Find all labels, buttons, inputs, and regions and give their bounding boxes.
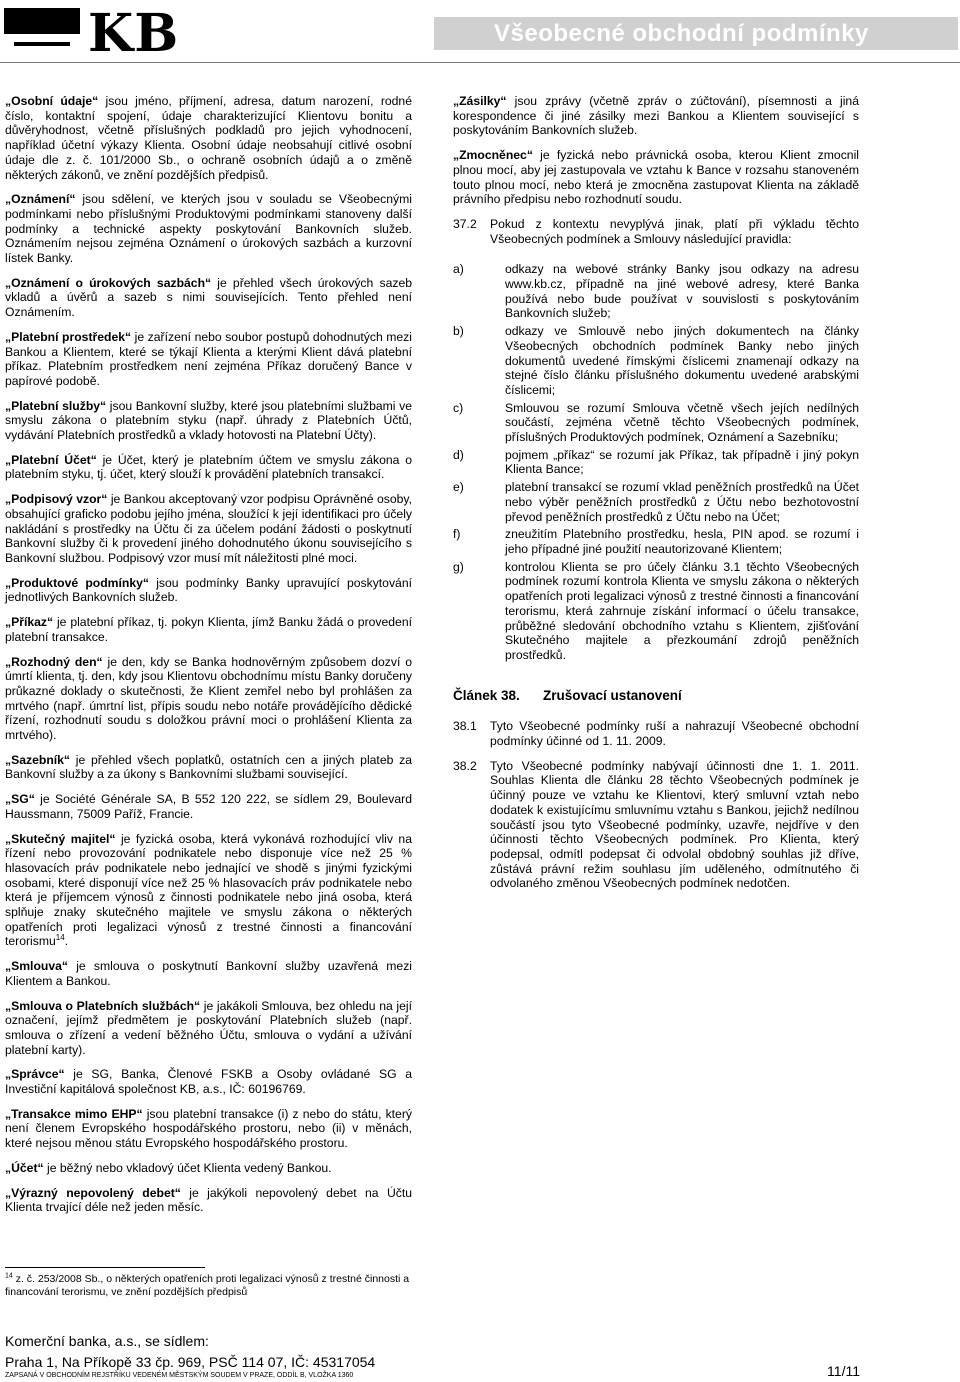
paragraph-number: 37.2 <box>453 216 477 231</box>
footnote-ref: 14 <box>55 933 65 943</box>
list-item: a) odkazy na webové stránky Banky jsou odkazy na adresu www.kb.cz, případně na jiné webové adresy, které Banka používá nebo bude používat v souvislosti s poskytováním Bankovních služeb; <box>453 262 859 321</box>
definition-spravce: „Správce“ je SG, Banka, Členové FSKB a Osoby ovládané SG a Investiční kapitálová společnost KB, a.s., IČ: 60196769. <box>5 1067 412 1097</box>
list-item: d) pojmem „příkaz“ se rozumí jak Příkaz, tak případně i jiný pokyn Klienta Bance; <box>453 447 859 477</box>
definition-zmocnenec: „Zmocněnec“ je fyzická nebo právnická osoba, kterou Klient zmocnil plnou mocí, aby jej zastupovala ve vztahu k Bance v rozsahu stanoveném touto plnou mocí, nebo která je zmocněna zastupovat Klienta na základě právního předpisu nebo rozhodnutí soudu. <box>453 148 859 207</box>
page-number: 11/11 <box>827 1363 860 1379</box>
list-item: c) Smlouvou se rozumí Smlouva včetně všech jejích nedílných součástí, zejména včetně těchto Všeobecných podmínek, příslušných Produktových podmínek, Oznámení a Sazebníku; <box>453 400 859 445</box>
paragraph-text: Pokud z kontextu nevyplývá jinak, platí při výkladu těchto Všeobecných podmínek a Smlouvy následující pravidla: <box>490 216 859 246</box>
document-title-banner <box>434 17 958 50</box>
definition-platebni-sluzby: „Platební služby“ jsou Bankovní služby, které jsou platebními službami ve smyslu zákona o platebním styku (např. úhrady z Platebních Účtů, vydávání Platebních prostředků a vklady hotovosti na Platební Účty). <box>5 398 413 443</box>
left-column <box>5 94 412 1225</box>
definition-zasilky: „Zásilky“ jsou zprávy (včetně zpráv o zúčtování), písemnosti a jiná korespondence či jiné zásilky mezi Bankou a Klientem související s poskytováním Bankovních služeb. <box>453 94 859 138</box>
definition-smlouva-ps: „Smlouva o Platebních službách“ je jakákoli Smlouva, bez ohledu na její označení, jejímž předmětem je poskytování Platebních služeb (např. smlouva o zřízení a vedení běžného Účtu, smlouva o vydání a užívání platební karty). <box>5 998 412 1057</box>
definition-osobni-udaje: „Osobní údaje“ jsou jméno, příjmení, adresa, datum narození, rodné číslo, kontaktní spojení, údaje charakterizující Klientovu bonitu a důvěryhodnost, včetně příslušných podkladů pro jejich vyhodnocení, například účetní výkazy Klienta. Osobní údaje neobsahují citlivé osobní údaje dle z. č. 101/2000 Sb., o ochraně osobních údajů a o změně některých zákonů, ve znění pozdějších předpisů. <box>5 94 412 182</box>
definition-vyrazny-debet: „Výrazný nepovolený debet“ je jakýkoli nepovolený debet na Účtu Klienta trvající déle než jeden měsíc. <box>5 1185 413 1215</box>
definition-sg: „SG“ je Société Générale SA, B 552 120 222, se sídlem 29, Boulevard Haussmann, 75009 Paříž, Francie. <box>5 792 412 821</box>
right-column <box>453 94 859 901</box>
definition-platebni-ucet: „Platební Účet“ je Účet, který je platebním účtem ve smyslu zákona o platebním styku, tj. účet, který slouží k provádění platebních transakcí. <box>5 452 412 482</box>
footer-registry: ZAPSANÁ V OBCHODNÍM REJSTŘÍKU VEDENÉM MĚSTSKÝM SOUDEM V PRAZE, ODDÍL B, VLOŽKA 1360 <box>5 1372 354 1379</box>
paragraph-38-1: 38.1 Tyto Všeobecné podmínky ruší a nahrazují Všeobecné obchodní podmínky účinné od 1. 11. 2009. <box>453 719 859 749</box>
definition-oznameni-sazby: „Oznámení o úrokových sazbách“ je přehled všech úrokových sazeb vkladů a úvěrů a sazeb s nimi souvisejících. Tento přehled není Oznámením. <box>5 275 412 320</box>
page-footer <box>5 1332 860 1380</box>
paragraph-38-2: 38.2 Tyto Všeobecné podmínky nabývají účinnosti dne 1. 1. 2011. Souhlas Klienta dle článku 28 těchto Všeobecných podmínek je účinný pouze ve vztahu ke Klientovi, který smluvní vztah nebo dodatek k existujícímu smluvnímu vztahu s Bankou, jejichž nedílnou součástí jsou tyto Všeobecné podmínky, uzavře, nejdříve v den účinnosti těchto Všeobecných podmínek. Pro Klienta, který podepsal, odmítl podepsat či odvolal obdobný souhlas již dříve, zůstává právní režim souhlasu jím uděleného, odmítnutého či odvolaného změnou Všeobecných podmínek nedotčen. <box>453 758 859 891</box>
article-heading: Článek 38. Zrušovací ustanovení <box>453 687 682 703</box>
footer-address: Praha 1, Na Příkopě 33 čp. 969, PSČ 114 07, IČ: 45317054 <box>5 1354 376 1370</box>
list-item: f) zneužitím Platebního prostředku, hesla, PIN apod. se rozumí i jeho případné jiné použití neautorizované Klientem; <box>453 527 859 556</box>
document-title: Všeobecné obchodní podmínky <box>494 20 869 47</box>
list-item: b) odkazy ve Smlouvě nebo jiných dokumentech na články Všeobecných obchodních podmínek Banky nebo jiných dokumentů uvedené římskými číslicemi znamenají odkazy na stejné číslo článku příslušného dokumentu uvedené arabskými číslicemi; <box>453 324 859 397</box>
definition-produktove-podminky: „Produktové podmínky“ jsou podmínky Banky upravující poskytování jednotlivých Bankovních služeb. <box>5 575 412 605</box>
definition-transakce: „Transakce mimo EHP“ jsou platební transakce (i) z nebo do státu, který není členem Evropského hospodářského prostoru, nebo (ii) v měnách, které nejsou měnou státu Evropského hospodářského prostoru. <box>5 1106 412 1151</box>
definition-ucet: „Účet“ je běžný nebo vkladový účet Klienta vedený Bankou. <box>5 1160 332 1175</box>
definition-prikaz: „Příkaz“ je platební příkaz, tj. pokyn Klienta, jímž Banku žádá o provedení platební transakce. <box>5 615 412 644</box>
footer-company: Komerční banka, a.s., se sídlem: <box>5 1333 209 1349</box>
definition-sazebnik: „Sazebník“ je přehled všech poplatků, ostatních cen a jiných plateb za Bankovní služby a za úkony s Bankovními službami související. <box>5 752 412 782</box>
footnote: $^{14}$ z. č. 253/2008 Sb., o některých opatřeních proti legalizaci výnosů z trestné činnosti a financování terorismu, ve znění pozdějších předpisů <box>5 1272 410 1298</box>
rules-list <box>453 262 859 662</box>
definition-skutecny-majitel: „Skutečný majitel“ je fyzická osoba, která vykonává rozhodující vliv na řízení nebo provozování podnikatele nebo disponuje více než 25 % hlasovacích práv podnikatele nebo jednající ve shodě s jinými fyzickými osobami, které disponují více než 25 % hlasovacích práv podnikatele nebo která je příjemcem výnosů z činnosti podnikatele nebo jiná osoba, která splňuje znaky skutečného majitele ve smyslu zákona o některých opatřeních proti legalizaci výnosů z trestné činnosti a financování terorismu$^{14}$. <box>5 831 412 949</box>
definition-oznameni: „Oznámení“ jsou sdělení, ve kterých jsou v souladu se Všeobecnými podmínkami nebo příslušnými Produktovými podmínkami stanoveny další podmínky a technické aspekty poskytování Bankovních služeb. Oznámením nejsou zejména Oznámení o úrokových sazbách a kurzovní lístek Banky. <box>5 192 412 266</box>
list-item: g) kontrolou Klienta se pro účely článku 3.1 těchto Všeobecných podmínek rozumí kontrola Klienta ve smyslu zákona o některých opatřeních proti legalizaci výnosů z trestné činnosti a financování terorismu, která zahrnuje získání informací o účelu transakce, průběžné sledování obchodního vztahu s Klientem, zjišťování Skutečného majitele a přezkoumání zdrojů peněžních prostředků. <box>453 559 859 662</box>
header-divider <box>0 62 960 63</box>
definition-podpisovy-vzor: „Podpisový vzor“ je Bankou akceptovaný vzor podpisu Oprávněné osoby, obsahující graficko podobu jejího jména, sloužící k její identifikaci pro účely nakládání s prostředky na Účtu či za účelem podání žádosti o poskytnutí Bankovní služby či k provedení jiného dohodnutého úkonu souvisejícího s Bankovní službou. Podpisový vzor musí mít náležitosti plné moci. <box>5 492 412 565</box>
paragraph-37-2 <box>453 217 859 246</box>
kb-logo-icon <box>4 8 80 60</box>
definition-platebni-prostredek: „Platební prostředek“ je zařízení nebo soubor postupů dohodnutých mezi Bankou a Klientem, které se týkají Klienta a kterými Klient dává platební příkaz. Platebním prostředkem není zejména Příkaz doručený Bance v papírové podobě. <box>5 329 412 388</box>
footnote-divider <box>5 1267 205 1268</box>
page-header <box>0 0 960 62</box>
definition-rozhodny-den: „Rozhodný den“ je den, kdy se Banka hodnověrným způsobem dozví o úmrtí klienta, tj. den, kdy jsou Klientovu obchodnímu místu Banky doručeny průkazné doklady o skutečnosti, že Klient zemřel nebo byl prohlášen za mrtvého (např. úmrtní list, přípis soudu nebo notáře provádějícího dědické řízení, rozhodnutí soudu s doložkou právní moci o prohlášení Klienta za mrtvého). <box>5 654 413 743</box>
logo-text: KB <box>88 3 180 64</box>
definition-smlouva: „Smlouva“ je smlouva o poskytnutí Bankovní služby uzavřená mezi Klientem a Bankou. <box>5 959 412 988</box>
list-item: e) platební transakcí se rozumí vklad peněžních prostředků na Účet nebo výběr peněžních prostředků z Účtu nebo bezhotovostní převod peněžních prostředků z Účtu nebo na Účet; <box>453 480 859 524</box>
